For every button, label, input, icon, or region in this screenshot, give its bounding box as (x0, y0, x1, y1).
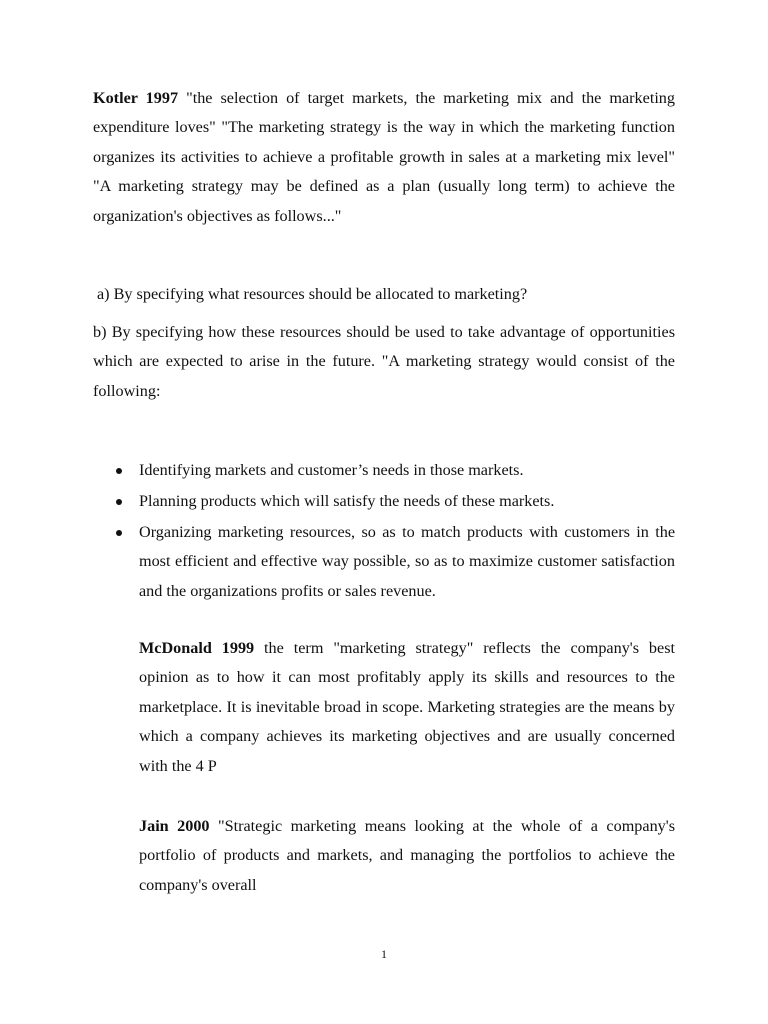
kotler-citation: Kotler 1997 (93, 89, 179, 107)
item-a-paragraph: a) By specifying what resources should be allocated to marketing? (97, 285, 528, 303)
bullet-icon (116, 530, 122, 536)
jain-paragraph (139, 812, 675, 900)
bullet-item (93, 487, 675, 516)
mcdonald-paragraph (139, 634, 675, 781)
bullet-text: Identifying markets and customer’s needs in those markets. (139, 461, 524, 479)
bullet-text: Planning products which will satisfy the needs of these markets. (139, 491, 555, 510)
bullet-icon (116, 468, 122, 474)
bullet-icon (116, 499, 122, 505)
bullet-item (93, 456, 675, 485)
jain-quote: "Strategic marketing means looking at the whole of a company's portfolio of products and markets, and managing the portfolios to achieve the company's overall (139, 817, 675, 894)
page-number: 1 (381, 947, 387, 961)
kotler-quote: "the selection of target markets, the marketing mix and the marketing expenditure loves" "The marketing strategy is the way in which the marketing function organizes its activities to achieve a profitable growth in sales at a marketing mix level" "A marketing strategy may be defined as a plan (usually long term) to achieve the organization's objectives as follows..." (93, 89, 675, 225)
jain-citation: Jain 2000 (139, 817, 210, 835)
bullet-text: Organizing marketing resources, so as to match products with customers in the most efficient and effective way possible, so as to maximize customer satisfaction and the organizations profits or sales revenue. (139, 522, 675, 600)
bullet-item (93, 518, 675, 606)
strategy-bullet-list (93, 456, 675, 608)
kotler-paragraph (93, 84, 675, 231)
item-b-paragraph: b) By specifying how these resources should be used to take advantage of opportunities which are expected to arise in the future. "A marketing strategy would consist of the following: (93, 323, 675, 400)
mcdonald-quote: the term "marketing strategy" reflects the company's best opinion as to how it can most profitably apply its skills and resources to the marketplace. It is inevitable broad in scope. Marketing strategies are the means by which a company achieves its marketing objectives and are usually concerned with the 4 P (139, 639, 676, 775)
mcdonald-citation: McDonald 1999 (139, 639, 255, 657)
